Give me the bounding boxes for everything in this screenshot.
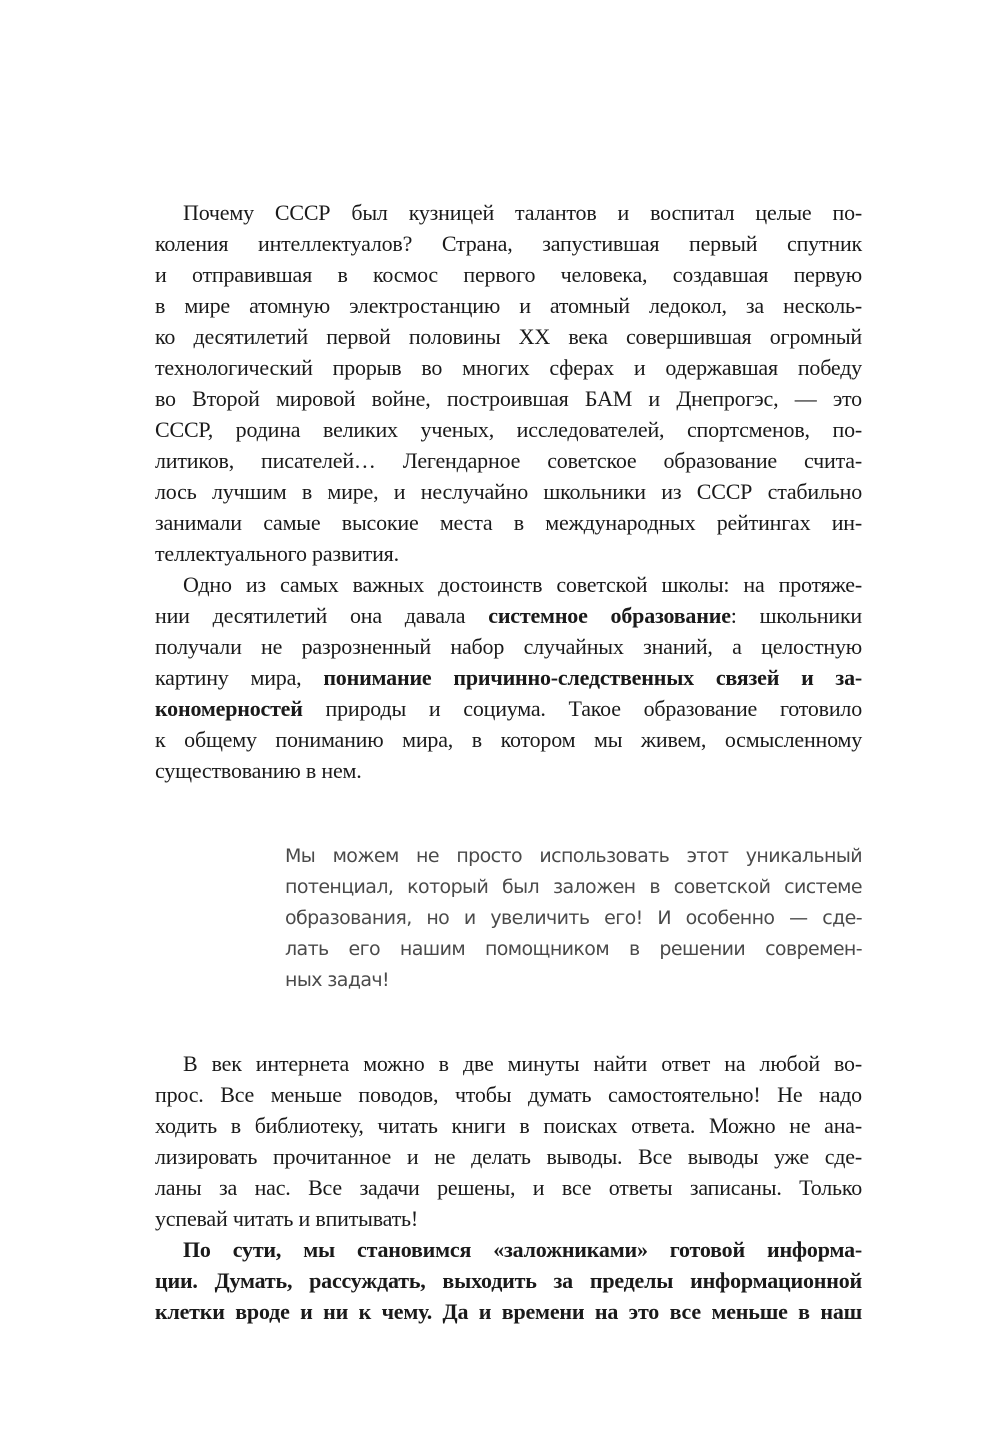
text-line <box>155 724 862 755</box>
text-segment: получали не разрозненный набор случайных знаний, а целостную <box>155 634 862 659</box>
text-segment: лизировать прочитанное и не делать выводы. Все выводы уже сде- <box>155 1144 862 1169</box>
text-segment: технологический прорыв во многих сферах и одержавшая победу <box>155 355 862 380</box>
text-line <box>155 631 862 662</box>
bold-text: кономерностей <box>155 696 303 721</box>
text-line <box>285 841 862 872</box>
text-line <box>155 1265 862 1296</box>
text-line <box>155 290 862 321</box>
bold-text: понимание причинно-следственных связей и за- <box>323 665 862 690</box>
text-line <box>155 693 862 724</box>
text-line <box>155 662 862 693</box>
text-segment: ных задач! <box>285 969 390 991</box>
paragraph-system-education <box>155 569 862 786</box>
text-line <box>155 1110 862 1141</box>
text-line <box>155 755 862 786</box>
text-segment: к общему пониманию мира, в котором мы живем, осмысленному <box>155 727 862 752</box>
text-segment: Почему СССР был кузницей талантов и воспитал целые по- <box>183 200 862 225</box>
text-segment: лать его нашим помощником в решении современ- <box>285 938 862 960</box>
text-line <box>155 569 862 600</box>
text-segment: : школьники <box>730 603 863 628</box>
text-line <box>285 903 862 934</box>
text-segment: Одно из самых важных достоинств советской школы: на протяже- <box>183 572 862 597</box>
bold-text: системное образование <box>488 603 731 628</box>
text-line <box>155 507 862 538</box>
text-segment: лось лучшим в мире, и неслучайно школьники из СССР стабильно <box>155 479 862 504</box>
text-line <box>155 228 862 259</box>
text-segment: во Второй мировой войне, построившая БАМ и Днепрогэс, — это <box>155 386 862 411</box>
text-segment: СССР, родина великих ученых, исследователей, спортсменов, по- <box>155 417 862 442</box>
text-segment: литиков, писателей… Легендарное советское образование счита- <box>155 448 862 473</box>
text-segment: нии десятилетий она давала <box>155 603 489 628</box>
bold-text: ции. Думать, рассуждать, выходить за пределы информационной <box>155 1268 862 1293</box>
text-line <box>155 259 862 290</box>
text-segment: и отправившая в космос первого человека, создавшая первую <box>155 262 862 287</box>
text-line <box>155 476 862 507</box>
text-line <box>285 934 862 965</box>
bold-text: клетки вроде и ни к чему. Да и времени на это все меньше в наш <box>155 1299 862 1324</box>
text-segment: природы и социума. Такое образование готовило <box>302 696 862 721</box>
text-segment: Мы можем не просто использовать этот уникальный <box>285 845 862 867</box>
bold-text: По сути, мы становимся «заложниками» готовой информа- <box>183 1237 862 1262</box>
text-line <box>155 1048 862 1079</box>
text-line <box>155 600 862 631</box>
text-segment: ходить в библиотеку, читать книги в поисках ответа. Можно не ана- <box>155 1113 862 1138</box>
text-segment: теллектуального развития. <box>155 541 399 566</box>
text-line <box>155 1234 862 1265</box>
text-line <box>155 352 862 383</box>
text-segment: занимали самые высокие места в международных рейтингах ин- <box>155 510 862 535</box>
text-line <box>285 872 862 903</box>
text-line <box>155 197 862 228</box>
text-line <box>155 1141 862 1172</box>
text-segment: В век интернета можно в две минуты найти ответ на любой во- <box>183 1051 862 1076</box>
text-line <box>155 414 862 445</box>
text-line <box>285 965 862 996</box>
text-segment: успевай читать и впитывать! <box>155 1206 418 1231</box>
text-segment: прос. Все меньше поводов, чтобы думать самостоятельно! Не надо <box>155 1082 862 1107</box>
paragraph-hostages-of-information <box>155 1234 862 1327</box>
text-segment: существованию в нем. <box>155 758 362 783</box>
text-segment: картину мира, <box>155 665 324 690</box>
text-segment: в мире атомную электростанцию и атомный ледокол, за несколь- <box>155 293 862 318</box>
text-segment: ко десятилетий первой половины XX века совершившая огромный <box>155 324 862 349</box>
text-segment: ланы за нас. Все задачи решены, и все ответы записаны. Только <box>155 1175 862 1200</box>
text-segment: образования, но и увеличить его! И особенно — сде- <box>285 907 862 929</box>
text-line <box>155 445 862 476</box>
text-line <box>155 383 862 414</box>
text-line <box>155 1203 862 1234</box>
text-line <box>155 1172 862 1203</box>
paragraph-internet-age <box>155 1048 862 1234</box>
text-segment: коления интеллектуалов? Страна, запустившая первый спутник <box>155 231 862 256</box>
text-line <box>155 1079 862 1110</box>
text-line <box>155 321 862 352</box>
text-line <box>155 1296 862 1327</box>
text-line <box>155 538 862 569</box>
pull-quote <box>285 841 862 996</box>
text-segment: потенциал, который был заложен в советской системе <box>285 876 862 898</box>
paragraph-ussr-talents <box>155 197 862 569</box>
